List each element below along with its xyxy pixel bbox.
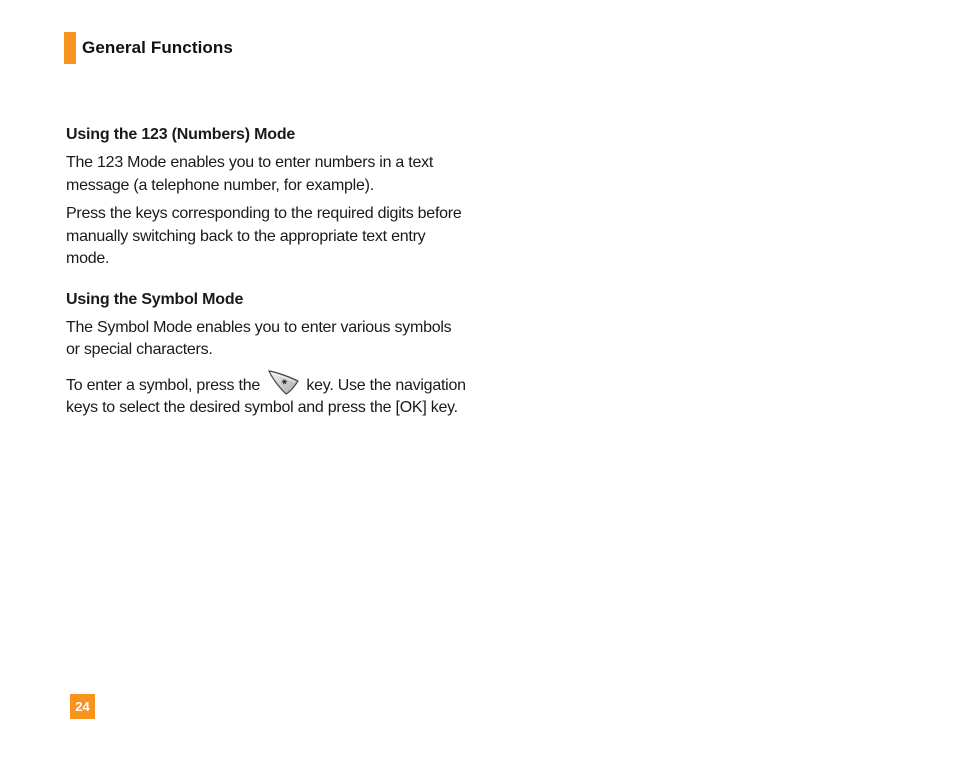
star-key-icon xyxy=(266,368,300,396)
content-column xyxy=(66,124,466,426)
paragraph-numbers-mode-usage: Press the keys corresponding to the required digits before manually switching back to the appropriate text entry mode. xyxy=(66,205,462,267)
paragraph-symbol-mode-usage xyxy=(66,368,466,420)
section-heading-symbol-mode: Using the Symbol Mode xyxy=(66,290,244,308)
section-gap xyxy=(66,277,466,289)
paragraph-symbol-text-before: To enter a symbol, press the xyxy=(66,376,260,394)
paragraph-symbol-text-after: key. Use the navigation keys to select the desired symbol and press the [OK] key. xyxy=(66,376,466,416)
section-heading-numbers-mode: Using the 123 (Numbers) Mode xyxy=(66,126,296,143)
paragraph-symbol-mode-intro: The Symbol Mode enables you to enter various symbols or special characters. xyxy=(66,318,452,358)
section-header xyxy=(64,32,233,64)
star-key-symbol: * xyxy=(278,376,289,391)
header-accent-bar xyxy=(64,32,76,64)
page-number-badge: 24 xyxy=(70,694,95,719)
page-title: General Functions xyxy=(82,38,233,57)
paragraph-numbers-mode-intro: The 123 Mode enables you to enter numbers in a text message (a telephone number, for example). xyxy=(66,154,434,194)
